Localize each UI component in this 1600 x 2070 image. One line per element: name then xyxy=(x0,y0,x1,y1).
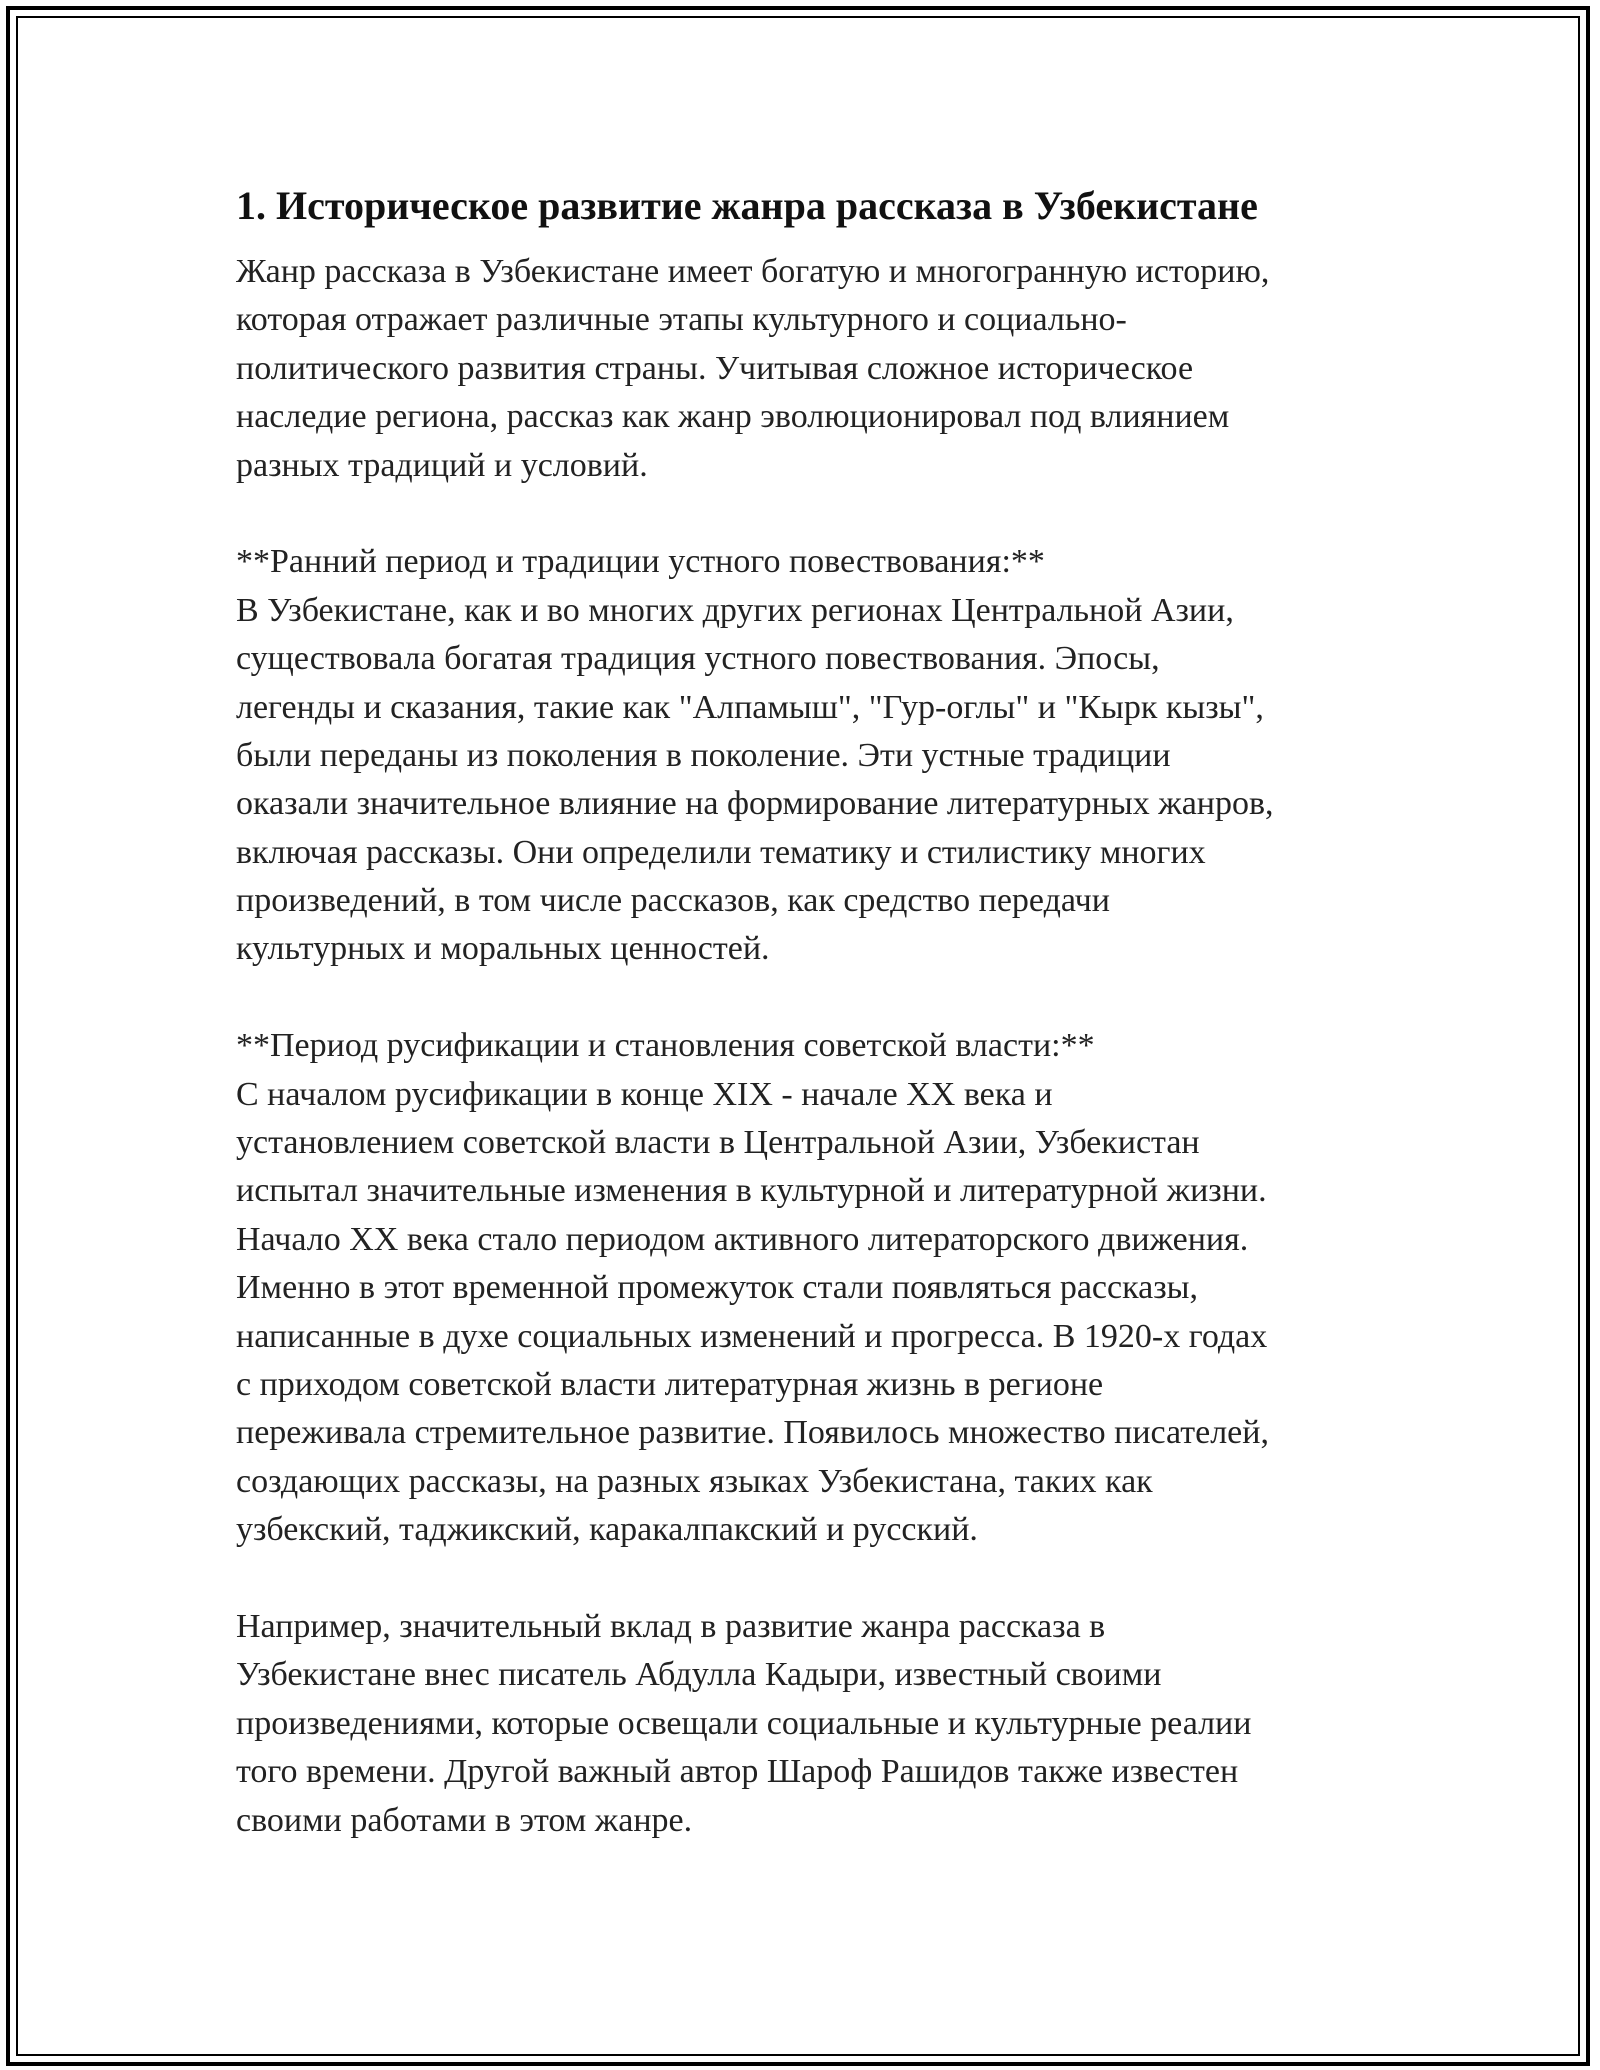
text-line: узбекский, таджикский, каракалпакский и русский. xyxy=(236,1511,978,1549)
text-line: культурных и моральных ценностей. xyxy=(236,930,770,968)
text-line: С началом русификации в конце XIX - начале XX века и xyxy=(236,1075,1053,1113)
text-line: легенды и сказания, такие как "Алпамыш", "Гур-оглы" и "Кырк кызы", xyxy=(236,688,1264,726)
text-line: Жанр рассказа в Узбекистане имеет богатую и многогранную историю, xyxy=(236,253,1270,290)
text-line: Начало XX века стало периодом активного литераторского движения. xyxy=(236,1220,1249,1258)
text-line: В Узбекистане, как и во многих других регионах Центральной Азии, xyxy=(236,591,1234,629)
paragraph xyxy=(236,538,1386,974)
text-line: написанные в духе социальных изменений и прогресса. В 1920-х годах xyxy=(236,1317,1268,1355)
text-line: были переданы из поколения в поколение. Эти устные традиции xyxy=(236,736,1171,774)
text-line: Именно в этот временной промежуток стали появляться рассказы, xyxy=(236,1269,1198,1307)
text-line: Узбекистане внес писатель Абдулла Кадыри, известный своими xyxy=(236,1656,1162,1694)
paragraph-spacer xyxy=(236,1555,1386,1603)
document-body xyxy=(236,248,1386,1845)
text-line: переживала стремительное развитие. Появилось множество писателей, xyxy=(236,1414,1269,1452)
text-line: **Период русификации и становления советской власти:** xyxy=(236,1027,1095,1065)
text-line: **Ранний период и традиции устного повествования:** xyxy=(236,543,1045,581)
text-line: политического развития страны. Учитывая сложное историческое xyxy=(236,349,1194,387)
paragraph xyxy=(236,248,1386,490)
paragraph-spacer xyxy=(236,490,1386,538)
text-line: произведениями, которые освещали социальные и культурные реалии xyxy=(236,1704,1252,1742)
text-line: наследие региона, рассказ как жанр эволюционировал под влиянием xyxy=(236,398,1230,436)
paragraph-spacer xyxy=(236,974,1386,1022)
paragraph xyxy=(236,1022,1386,1554)
text-line: произведений, в том числе рассказов, как средство передачи xyxy=(236,882,1110,920)
text-line: своими работами в этом жанре. xyxy=(236,1801,693,1839)
text-line: оказали значительное влияние на формирование литературных жанров, xyxy=(236,785,1274,823)
text-line: создающих рассказы, на разных языках Узбекистана, таких как xyxy=(236,1462,1153,1500)
section-heading: 1. Историческое развитие жанра рассказа в Узбекистане xyxy=(236,183,1258,228)
text-line: того времени. Другой важный автор Шароф Рашидов также известен xyxy=(236,1753,1239,1791)
text-line: разных традиций и условий. xyxy=(236,446,648,484)
document-page xyxy=(236,178,1386,1845)
text-line: которая отражает различные этапы культурного и социально- xyxy=(236,301,1127,339)
text-line: включая рассказы. Они определили тематику и стилистику многих xyxy=(236,833,1206,871)
text-line: Например, значительный вклад в развитие жанра рассказа в xyxy=(236,1607,1106,1645)
paragraph xyxy=(236,1603,1386,1845)
text-line: установлением советской власти в Центральной Азии, Узбекистан xyxy=(236,1124,1200,1162)
text-line: с приходом советской власти литературная жизнь в регионе xyxy=(236,1365,1104,1403)
text-line: испытал значительные изменения в культурной и литературной жизни. xyxy=(236,1172,1267,1210)
text-line: существовала богатая традиция устного повествования. Эпосы, xyxy=(236,640,1160,678)
